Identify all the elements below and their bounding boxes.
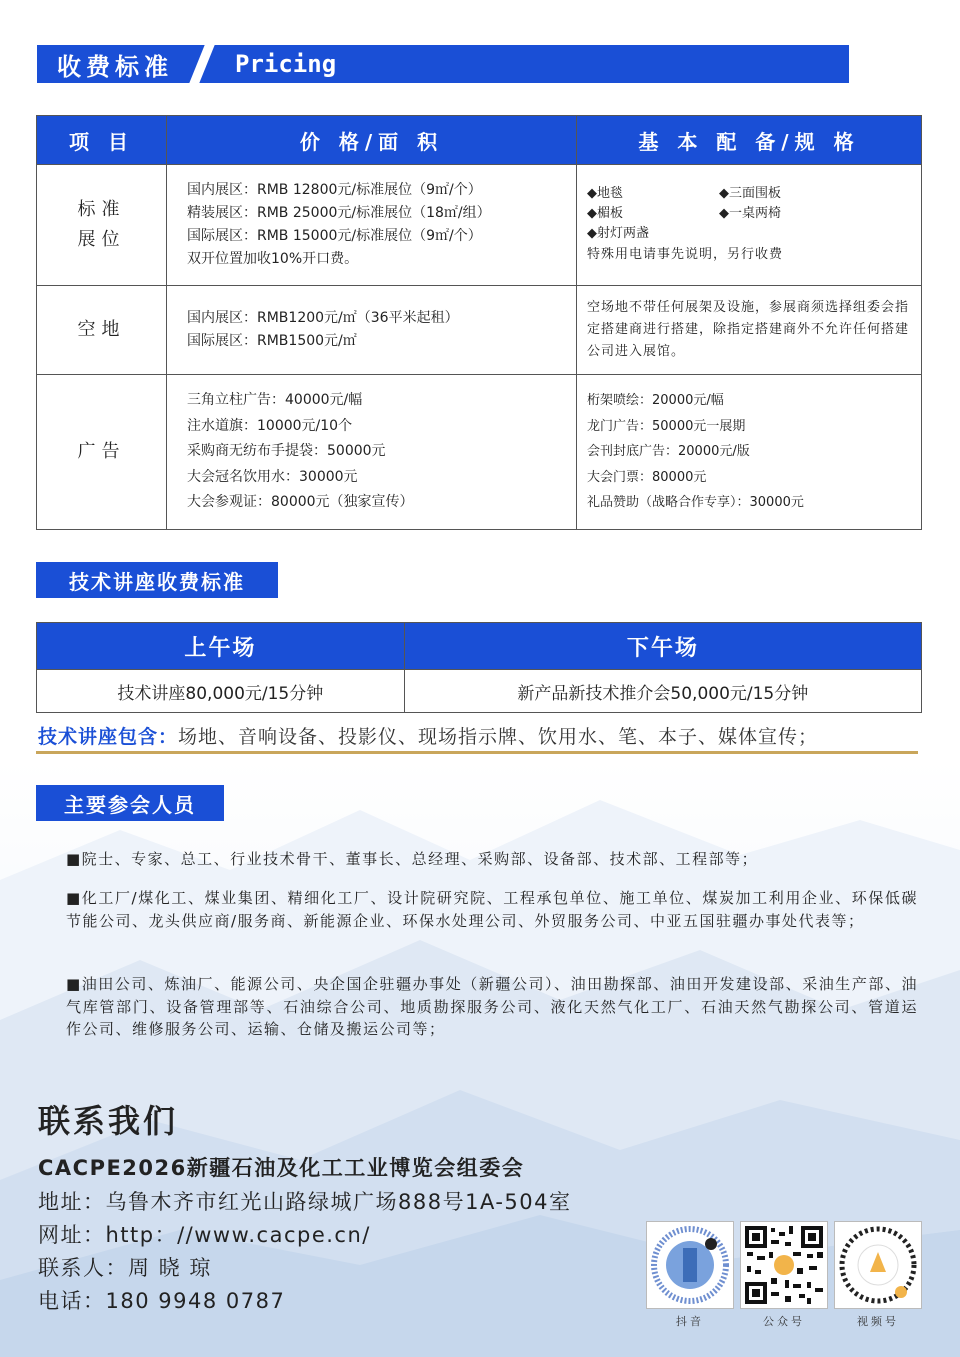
space-category: 空地 [37,286,167,375]
douyin-qr[interactable] [646,1221,734,1329]
morning-header: 上午场 [37,623,405,670]
lecture-title: 技术讲座收费标准 [36,562,278,598]
ad-item: 三角立柱广告：40000元/幅 [187,392,363,409]
booth-category-line2: 展位 [77,229,126,250]
morning-value: 技术讲座80,000元/15分钟 [37,670,405,713]
ads-category: 广告 [37,375,167,530]
wechat-qr-icon [740,1221,828,1309]
header-item: 项 目 [37,116,167,165]
booth-category [37,165,167,286]
booth-price-line: 国内展区：RMB 12800元/标准展位（9㎡/个） [187,182,482,198]
header-spec: 基 本 配 备/规 格 [577,116,922,165]
pricing-header-row [37,116,922,165]
douyin-label: 抖音 [676,1315,704,1328]
channels-qr-icon [834,1221,922,1309]
feature-item: ◆三面围板 [719,186,781,201]
space-note: 空场地不带任何展架及设施，参展商须选择组委会指定搭建商进行搭建，除指定搭建商外不允许任何搭建公司进入展馆。 [587,300,910,359]
contact-person: 联系人：周 晓 琼 [38,1256,212,1280]
booth-category-line1: 标准 [77,199,126,220]
lecture-includes [38,722,818,749]
pricing-title-zh: 收费标准 [57,52,173,81]
ads-left-list [167,375,577,530]
header-price: 价 格/面 积 [167,116,577,165]
booth-price-line: 双开位置加收10%开口费。 [187,251,359,267]
space-price-line: 国际展区：RMB1500元/㎡ [187,333,357,349]
pricing-table [36,115,922,530]
space-row [37,286,922,375]
lecture-table [36,622,922,713]
pricing-title-en: Pricing [235,50,337,78]
ad-item: 采购商无纺布手提袋：50000元 [187,443,386,460]
attendee-paragraph: ■化工厂/煤化工、煤业集团、精细化工厂、设计院研究院、工程承包单位、施工单位、煤炭加工利用企业、环保低碳节能公司、龙头供应商/服务商、新能源企业、环保水处理公司、外贸服务公司、中亚五国驻疆办事处代表等； [66,889,918,930]
contact-title: 联系我们 [38,1102,179,1140]
ad-item: 注水道旗：10000元/10个 [187,417,353,434]
afternoon-value: 新产品新技术推介会50,000元/15分钟 [404,670,921,713]
booth-feature-grid [587,184,920,244]
pricing-title-bar [37,45,849,83]
space-note-cell [577,286,922,375]
ad-item: 大会参观证：80000元（独家宣传） [187,494,414,511]
feature-item: ◆地毯 [587,186,623,201]
wechat-qr[interactable] [740,1221,828,1329]
feature-item: ◆楣板 [587,206,623,221]
includes-value: 场地、音响设备、投影仪、现场指示牌、饮用水、笔、本子、媒体宣传； [178,726,819,748]
ads-right-list [577,375,922,530]
booth-prices [167,165,577,286]
booth-price-line: 精装展区：RMB 25000元/标准展位（18㎡/组） [187,205,491,221]
gold-divider [36,751,918,754]
wechat-label: 公众号 [763,1315,805,1328]
ads-row [37,375,922,530]
space-price-line: 国内展区：RMB1200元/㎡（36平米起租） [187,310,459,326]
ad-item: 桁架喷绘：20000元/幅 [587,393,724,409]
douyin-qr-icon [646,1221,734,1309]
attendee-paragraph: ■油田公司、炼油厂、能源公司、央企国企驻疆办事处（新疆公司）、油田勘探部、油田开发建设部、采油生产部、油气库管部门、设备管理部等、石油综合公司、地质勘探服务公司、液化天然气化工厂、石油天然气勘探公司、管道运作公司、维修服务公司、运输、仓储及搬运公司等； [66,975,918,1038]
title-slash-divider [189,43,216,85]
contact-address: 地址：乌鲁木齐市红光山路绿城广场888号1A-504室 [38,1190,572,1214]
ad-item: 龙门广告：50000元一展期 [587,418,746,434]
booth-row [37,165,922,286]
attendees-title: 主要参会人员 [36,785,224,821]
ad-item: 礼品赞助（战略合作专享）：30000元 [587,495,804,511]
channels-qr[interactable] [834,1221,922,1329]
booth-price-line: 国际展区：RMB 15000元/标准展位（9㎡/个） [187,228,482,244]
channels-label: 视频号 [857,1315,899,1328]
ad-item: 大会冠名饮用水：30000元 [187,468,358,485]
attendee-paragraph: ■院士、专家、总工、行业技术骨干、董事长、总经理、采购部、设备部、技术部、工程部等； [66,850,759,868]
contact-phone: 电话：180 9948 0787 [38,1289,286,1313]
feature-item: ◆一桌两椅 [719,206,781,221]
includes-key: 技术讲座包含： [38,726,179,748]
feature-item: ◆射灯两盏 [587,226,649,241]
booth-features [577,165,922,286]
contact-org: CACPE2026新疆石油及化工工业博览会组委会 [38,1156,525,1180]
afternoon-header: 下午场 [404,623,921,670]
ad-item: 会刊封底广告：20000元/版 [587,444,750,460]
space-prices [167,286,577,375]
booth-note: 特殊用电请事先说明，另行收费 [587,247,784,262]
ad-item: 大会门票：80000元 [587,469,707,485]
contact-website[interactable]: 网址：http：//www.cacpe.cn/ [38,1223,371,1247]
